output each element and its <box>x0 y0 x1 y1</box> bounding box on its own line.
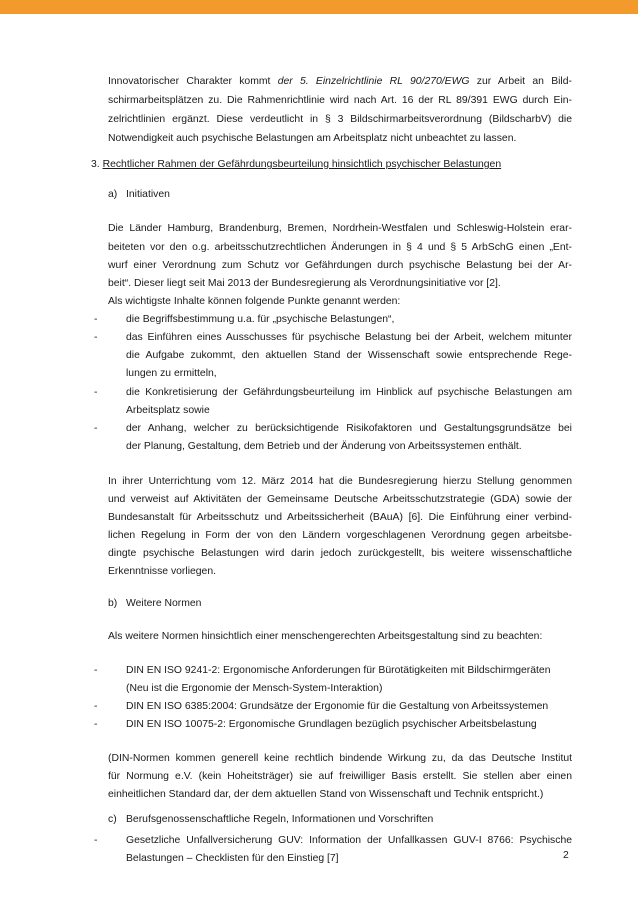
list-item: der Planung, Gestaltung, dem Betrieb und der Änderung von Arbeitssystemen enthält. <box>126 441 522 452</box>
list-item: das Einführen eines Ausschusses für psychische Belastung bei der Arbeit, welchem mitunter <box>126 332 572 343</box>
intro-line: Innovatorischer Charakter kommt der 5. Einzelrichtlinie RL 90/270/EWG zur Arbeit an Bild- <box>108 76 572 87</box>
list-item: Arbeitsplatz sowie <box>126 405 210 416</box>
paragraph-line: Erkenntnisse vorliegen. <box>108 566 217 577</box>
subsection-label: b) <box>108 598 118 609</box>
subsection-title: Berufsgenossenschaftliche Regeln, Informationen und Vorschriften <box>126 814 434 825</box>
list-item: der Anhang, welcher zu berücksichtigende Risikofaktoren und Gestaltungsgrundsätze bei <box>126 423 572 434</box>
paragraph-line: Als weitere Normen hinsichtlich einer menschengerechten Arbeitsgestaltung sind zu beachten: <box>108 631 543 642</box>
list-item: (Neu ist die Ergonomie der Mensch-System-Interaktion) <box>126 683 383 694</box>
intro-line: Notwendigkeit auch psychische Belastungen am Arbeitsplatz nicht unbeachtet zu lassen. <box>108 133 517 144</box>
paragraph-line: wurf einer Verordnung zum Schutz vor Gefährdungen durch psychische Belastung bei der Ar- <box>108 260 572 271</box>
subsection-title: Initiativen <box>126 189 170 200</box>
note-line: (DIN-Normen kommen generell keine rechtlich bindende Wirkung zu, da das Deutsche Institut <box>108 753 572 764</box>
note-line: für Normung e.V. (kein Hoheitsträger) sie auf freiwilliger Basis erstellt. Sie stellen aber einen <box>108 771 572 782</box>
list-item: Gesetzliche Unfallversicherung GUV: Information der Unfallkassen GUV-I 8766: Psychische <box>126 835 572 846</box>
paragraph-line: dingte psychische Belastungen wird darin jedoch zurückgestellt, bis weitere wissenschaftliche <box>108 548 572 559</box>
list-dash: - <box>94 387 98 398</box>
list-item: die Konkretisierung der Gefährdungsbeurteilung im Hinblick auf psychische Belastungen am <box>126 387 572 398</box>
subsection-label: c) <box>108 814 117 825</box>
paragraph-line: Die Länder Hamburg, Brandenburg, Bremen, Nordrhein-Westfalen und Schleswig-Holstein erar- <box>108 223 572 234</box>
paragraph-line: beit“. Dieser liegt seit Mai 2013 der Bundesregierung als Verordnungsinitiative vor [2]. <box>108 278 501 289</box>
list-item: DIN EN ISO 10075-2: Ergonomische Grundlagen bezüglich psychischer Arbeitsbelastung <box>126 719 537 730</box>
note-line: einheitlichen Standard dar, der dem aktuellen Stand von Wissenschaft und Technik entspricht.) <box>108 789 544 800</box>
list-dash: - <box>94 314 98 325</box>
intro-line: schirmarbeitsplätzen zu. Die Rahmenrichtlinie wird nach Art. 16 der RL 89/391 EWG durch Ein- <box>108 95 572 106</box>
paragraph-line: In ihrer Unterrichtung vom 12. März 2014 hat die Bundesregierung hierzu Stellung genommen <box>108 476 572 487</box>
list-dash: - <box>94 701 98 712</box>
list-dash: - <box>94 423 98 434</box>
section-heading-title: Rechtlicher Rahmen der Gefährdungsbeurteilung hinsichtlich psychischer Belastungen <box>102 159 502 170</box>
page-number: 2 <box>563 850 569 861</box>
subsection-label: a) <box>108 189 118 200</box>
paragraph-line: beiteten vor den o.g. arbeitsschutzrechtlichen Änderungen in § 4 und § 5 ArbSchG einen „Ent- <box>108 242 572 253</box>
paragraph-line: und verweist auf Aktivitäten der Gemeinsame Deutsche Arbeitsschutzstrategie (GDA) sowie der <box>108 494 572 505</box>
list-item: DIN EN ISO 9241-2: Ergonomische Anforderungen für Bürotätigkeiten mit Bildschirmgeräten <box>126 665 551 676</box>
subsection-title: Weitere Normen <box>126 598 202 609</box>
list-item: DIN EN ISO 6385:2004: Grundsätze der Ergonomie für die Gestaltung von Arbeitssystemen <box>126 701 549 712</box>
list-item: die Begriffsbestimmung u.a. für „psychische Belastungen“, <box>126 314 395 325</box>
list-dash: - <box>94 835 98 846</box>
paragraph-line: lichen Regelung in Form der von den Ländern vorgeschlagenen Verordnung gegen arbeitsbe- <box>108 530 572 541</box>
section-heading: 3. Rechtlicher Rahmen der Gefährdungsbeurteilung hinsichtlich psychischer Belastungen <box>91 159 502 170</box>
list-dash: - <box>94 332 98 343</box>
intro-line: zelrichtlinien ergänzt. Diese verdeutlicht in § 3 Bildschirmarbeitsverordnung (BildscharbV) die <box>108 114 572 125</box>
list-item: lungen zu ermitteln, <box>126 368 217 379</box>
list-item: die Aufgabe zukommt, den aktuellen Stand der Wissenschaft sowie entsprechende Rege- <box>126 350 572 361</box>
paragraph-line: Bundesanstalt für Arbeitsschutz und Arbeitssicherheit (BAuA) [6]. Die Einführung einer verbind- <box>108 512 572 523</box>
directive-reference: der 5. Einzelrichtlinie RL 90/270/EWG <box>277 76 470 87</box>
list-intro: Als wichtigste Inhalte können folgende Punkte genannt werden: <box>108 296 401 307</box>
list-dash: - <box>94 665 98 676</box>
list-item: Belastungen – Checklisten für den Einstieg [7] <box>126 853 339 864</box>
list-dash: - <box>94 719 98 730</box>
